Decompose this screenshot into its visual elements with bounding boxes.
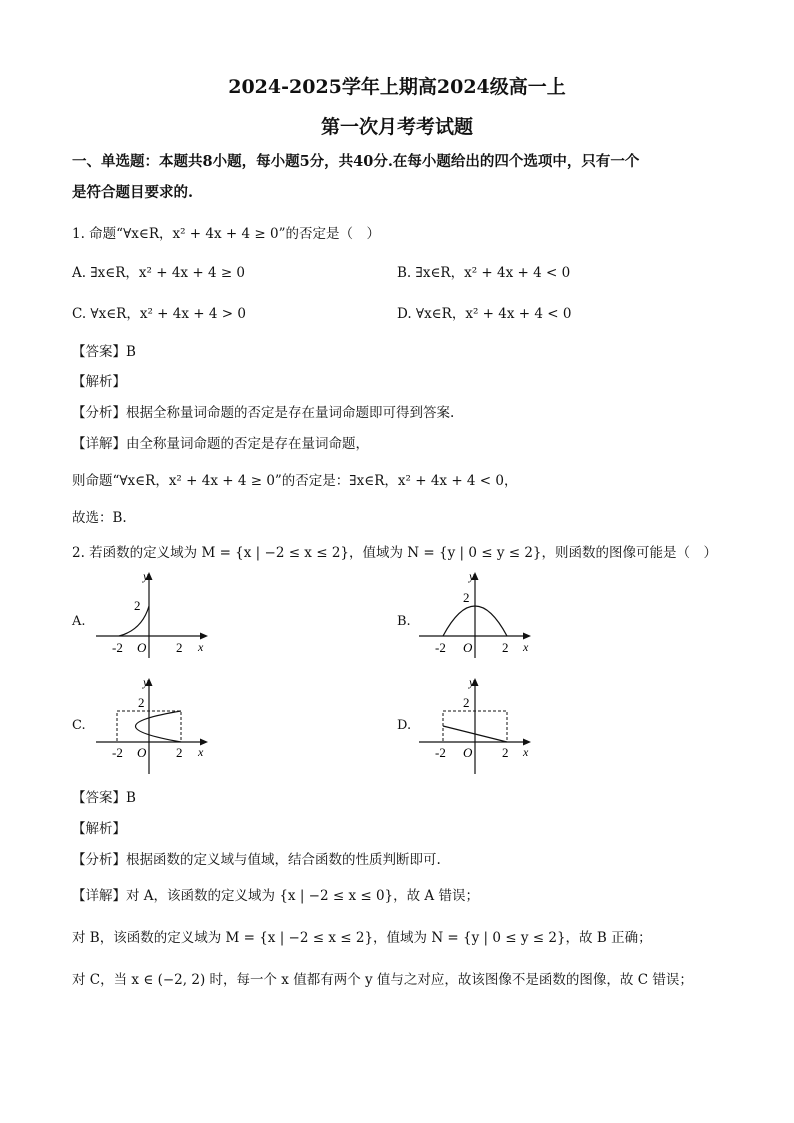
x-axis-label: x [198,745,204,759]
tick-label-2-x: 2 [502,745,509,760]
q2-graph-c [90,674,215,776]
q1-option-d: D. ∀x∈R，x² + 4x + 4 < 0 [397,306,572,322]
q1-analysis: 【分析】根据全称量词命题的否定是存在量词命题即可得到答案. [72,405,455,421]
tick-label-neg2: -2 [112,745,123,760]
origin-label: O [463,640,473,655]
origin-label: O [463,745,473,760]
tick-label-2-y: 2 [463,695,470,710]
y-axis-label: y [469,675,475,689]
q2-analysis: 【分析】根据函数的定义域与值域，结合函数的性质判断即可. [72,852,441,868]
q1-option-b: B. ∃x∈R，x² + 4x + 4 < 0 [397,265,571,281]
q1-detail-2: 则命题“∀x∈R，x² + 4x + 4 ≥ 0”的否定是：∃x∈R，x² + 4x + 4 < 0， [72,473,518,489]
q2-analysis-tag: 【解析】 [72,821,126,837]
q2-label-b: B. [397,614,411,629]
q2-detail-b: 对 B，该函数的定义域为 M = {x | −2 ≤ x ≤ 2}，值域为 N = {y | 0 ≤ y ≤ 2}，故 B 正确； [72,930,652,946]
tick-label-neg2: -2 [435,745,446,760]
x-axis-label: x [523,640,529,654]
q2-detail-c: 对 C，当 x ∈ (−2, 2) 时，每一个 x 值都有两个 y 值与之对应，故该图像不是函数的图像，故 C 错误； [72,972,693,988]
q2-label-c: C. [72,718,86,733]
origin-label: O [137,745,147,760]
tick-label-neg2: -2 [435,640,446,655]
q1-stem: 1. 命题“∀x∈R，x² + 4x + 4 ≥ 0”的否定是（ ） [72,226,380,242]
q2-label-d: D. [397,718,412,733]
q2-stem: 2. 若函数的定义域为 M = {x | −2 ≤ x ≤ 2}，值域为 N = {y | 0 ≤ y ≤ 2}，则函数的图像可能是（ ） [72,545,718,561]
origin-label: O [137,640,147,655]
q2-label-a: A. [72,614,86,629]
tick-label-neg2: -2 [112,640,123,655]
q2-detail-a: 【详解】对 A，该函数的定义域为 {x | −2 ≤ x ≤ 0}，故 A 错误； [72,888,479,904]
x-axis-label: x [198,640,204,654]
q1-option-a: A. ∃x∈R，x² + 4x + 4 ≥ 0 [72,265,246,281]
tick-label-2-y: 2 [134,598,141,613]
q1-detail: 【详解】由全称量词命题的否定是存在量词命题， [72,436,369,452]
x-axis-label: x [523,745,529,759]
tick-label-2-y: 2 [463,590,470,605]
q2-answer: 【答案】B [72,790,136,806]
y-axis-label: y [469,569,475,583]
q1-analysis-tag: 【解析】 [72,374,126,390]
q1-conclusion: 故选：B. [72,510,127,526]
q2-graph-a [90,568,215,660]
q1-option-c: C. ∀x∈R，x² + 4x + 4 > 0 [72,306,246,322]
tick-label-2-y: 2 [138,695,145,710]
page-title: 2024-2025学年上期高2024级高一上 [228,76,566,98]
section-heading-line2: 是符合题目要求的. [72,184,194,201]
q1-answer: 【答案】B [72,344,136,360]
page-subtitle: 第一次月考考试题 [320,116,473,138]
tick-label-2-x: 2 [502,640,509,655]
q2-graph-b [413,568,538,660]
section-heading-line1: 一、单选题：本题共8小题，每小题5分，共40分.在每小题给出的四个选项中，只有一个 [72,153,640,170]
tick-label-2-x: 2 [176,640,183,655]
y-axis-label: y [143,569,149,583]
q2-graph-d [413,674,538,776]
tick-label-2-x: 2 [176,745,183,760]
y-axis-label: y [143,675,149,689]
